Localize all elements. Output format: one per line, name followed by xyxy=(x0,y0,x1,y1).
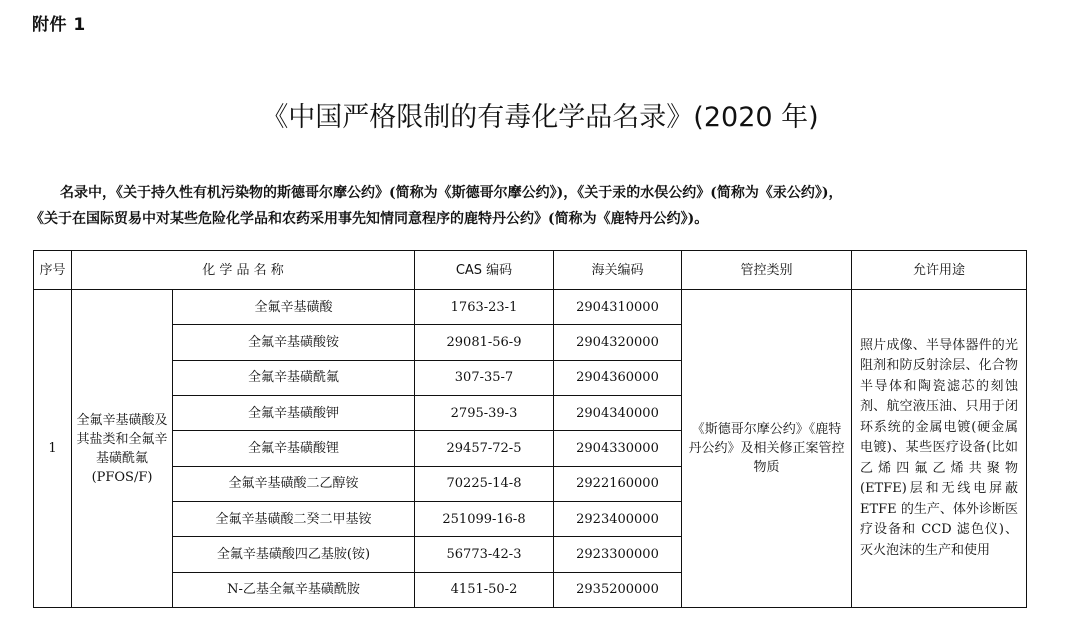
header-cas: CAS 编码 xyxy=(415,251,554,290)
customs-code: 2904360000 xyxy=(554,360,682,395)
header-customs: 海关编码 xyxy=(554,251,682,290)
chemical-name: 全氟辛基磺酸锂 xyxy=(173,431,415,466)
customs-code: 2935200000 xyxy=(554,572,682,608)
customs-code: 2923400000 xyxy=(554,501,682,536)
header-name: 化 学 品 名 称 xyxy=(72,251,415,290)
document-title: 《中国严格限制的有毒化学品名录》(2020 年) xyxy=(261,102,819,133)
intro-line-2: 《关于在国际贸易中对某些危险化学品和农药采用事先知情同意程序的鹿特丹公约》(简称为《鹿特丹公约》)。 xyxy=(30,211,709,227)
customs-code: 2904330000 xyxy=(554,431,682,466)
cas-number: 70225-14-8 xyxy=(415,466,554,501)
intro-paragraph xyxy=(30,180,1055,232)
header-uses: 允许用途 xyxy=(852,251,1027,290)
cas-number: 56773-42-3 xyxy=(415,537,554,572)
cas-number: 29081-56-9 xyxy=(415,325,554,360)
customs-code: 2923300000 xyxy=(554,537,682,572)
chemical-name: 全氟辛基磺酸四乙基胺(铵) xyxy=(173,537,415,572)
table-header-row xyxy=(34,251,1027,290)
cas-number: 29457-72-5 xyxy=(415,431,554,466)
allowed-uses: 照片成像、半导体器件的光阻剂和防反射涂层、化合物半导体和陶瓷滤芯的刻蚀剂、航空液压油、只用于闭环系统的金属电镀(硬金属电镀)、某些医疗设备(比如乙烯四氟乙烯共聚物(ETFE)层和无线电屏蔽ETFE 的生产、体外诊断医疗设备和 CCD 滤色仪)、灭火泡沫的生产和使用 xyxy=(852,290,1027,608)
cas-number: 251099-16-8 xyxy=(415,501,554,536)
table-row xyxy=(34,290,1027,325)
header-category: 管控类别 xyxy=(682,251,852,290)
cas-number: 2795-39-3 xyxy=(415,395,554,430)
chemical-name: 全氟辛基磺酸二乙醇铵 xyxy=(173,466,415,501)
group-name: 全氟辛基磺酸及其盐类和全氟辛基磺酰氟(PFOS/F) xyxy=(72,290,173,608)
chemical-name: 全氟辛基磺酸钾 xyxy=(173,395,415,430)
chemical-name: N-乙基全氟辛基磺酰胺 xyxy=(173,572,415,608)
chemical-name: 全氟辛基磺酸 xyxy=(173,290,415,325)
cas-number: 4151-50-2 xyxy=(415,572,554,608)
customs-code: 2904340000 xyxy=(554,395,682,430)
attachment-label: 附件 1 xyxy=(32,15,86,35)
chemical-name: 全氟辛基磺酸二癸二甲基铵 xyxy=(173,501,415,536)
header-seq: 序号 xyxy=(34,251,72,290)
customs-code: 2922160000 xyxy=(554,466,682,501)
cas-number: 307-35-7 xyxy=(415,360,554,395)
customs-code: 2904310000 xyxy=(554,290,682,325)
chemicals-table xyxy=(33,250,1027,608)
chemical-name: 全氟辛基磺酸铵 xyxy=(173,325,415,360)
control-category: 《斯德哥尔摩公约》《鹿特丹公约》及相关修正案管控物质 xyxy=(682,290,852,608)
intro-line-1: 名录中，《关于持久性有机污染物的斯德哥尔摩公约》(简称为《斯德哥尔摩公约》)，《关于汞的水俣公约》(简称为《汞公约》)， xyxy=(60,185,843,201)
customs-code: 2904320000 xyxy=(554,325,682,360)
cas-number: 1763-23-1 xyxy=(415,290,554,325)
group-seq: 1 xyxy=(34,290,72,608)
chemical-name: 全氟辛基磺酰氟 xyxy=(173,360,415,395)
